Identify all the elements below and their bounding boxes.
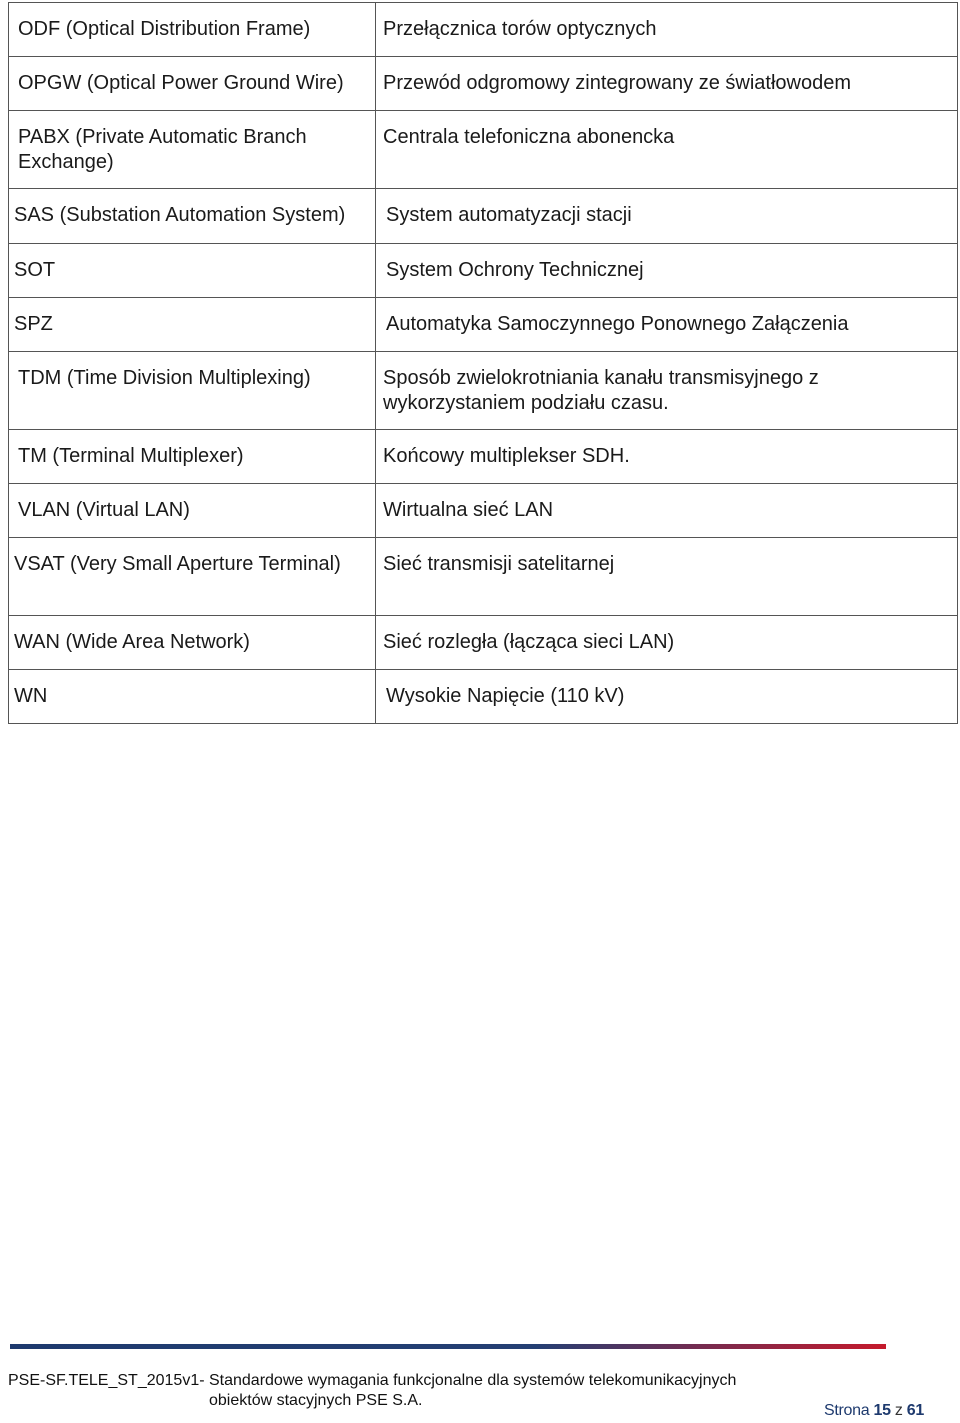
definition-cell: Przełącznica torów optycznych xyxy=(376,3,958,57)
term-cell: VSAT (Very Small Aperture Terminal) xyxy=(9,538,376,616)
table-row xyxy=(9,244,958,298)
table-row xyxy=(9,57,958,111)
footer-document-title xyxy=(8,1371,778,1411)
term-cell: SAS (Substation Automation System) xyxy=(9,189,376,244)
term-cell: TDM (Time Division Multiplexing) xyxy=(9,352,376,430)
page-current: 15 xyxy=(873,1402,891,1419)
table-row xyxy=(9,538,958,616)
term-cell: WN xyxy=(9,670,376,724)
page-prefix: Strona xyxy=(824,1402,870,1419)
table-row xyxy=(9,3,958,57)
term-cell: SOT xyxy=(9,244,376,298)
definition-cell: Wirtualna sieć LAN xyxy=(376,484,958,538)
definition-cell: Sieć transmisji satelitarnej xyxy=(376,538,958,616)
table-row xyxy=(9,616,958,670)
definition-cell: Sposób zwielokrotniania kanału transmisyjnego z wykorzystaniem podziału czasu. xyxy=(376,352,958,430)
page-total: 61 xyxy=(906,1402,924,1419)
table-row xyxy=(9,298,958,352)
term-cell: VLAN (Virtual LAN) xyxy=(9,484,376,538)
table-row xyxy=(9,430,958,484)
term-cell: SPZ xyxy=(9,298,376,352)
definition-cell: Centrala telefoniczna abonencka xyxy=(376,111,958,189)
term-cell: ODF (Optical Distribution Frame) xyxy=(9,3,376,57)
definition-cell: Wysokie Napięcie (110 kV) xyxy=(376,670,958,724)
footer-line-1: PSE-SF.TELE_ST_2015v1- Standardowe wymagania funkcjonalne dla systemów telekomunikacyjnych xyxy=(8,1372,737,1389)
table-row xyxy=(9,189,958,244)
page-separator: z xyxy=(894,1402,903,1419)
definition-cell: System Ochrony Technicznej xyxy=(376,244,958,298)
definition-cell: Automatyka Samoczynnego Ponownego Załączenia xyxy=(376,298,958,352)
footer-line-2: obiektów stacyjnych PSE S.A. xyxy=(209,1392,423,1409)
page-number xyxy=(824,1402,924,1420)
table-row xyxy=(9,484,958,538)
glossary-table xyxy=(8,2,958,724)
term-cell: TM (Terminal Multiplexer) xyxy=(9,430,376,484)
table-row xyxy=(9,111,958,189)
table-row xyxy=(9,352,958,430)
term-cell: WAN (Wide Area Network) xyxy=(9,616,376,670)
table-row xyxy=(9,670,958,724)
definition-cell: Końcowy multiplekser SDH. xyxy=(376,430,958,484)
footer-divider xyxy=(10,1344,886,1349)
definition-cell: Przewód odgromowy zintegrowany ze światłowodem xyxy=(376,57,958,111)
definition-cell: Sieć rozległa (łącząca sieci LAN) xyxy=(376,616,958,670)
term-cell: OPGW (Optical Power Ground Wire) xyxy=(9,57,376,111)
definition-cell: System automatyzacji stacji xyxy=(376,189,958,244)
term-cell: PABX (Private Automatic Branch Exchange) xyxy=(9,111,376,189)
